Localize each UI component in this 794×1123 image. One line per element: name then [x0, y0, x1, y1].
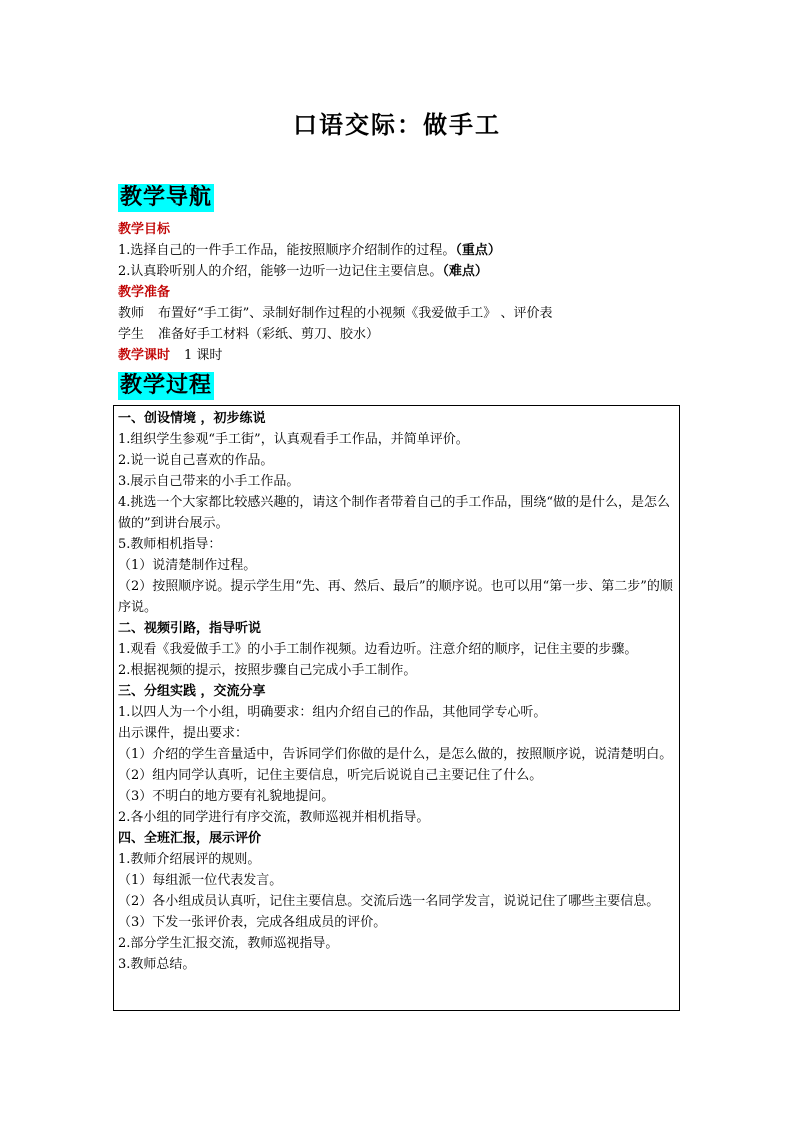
process-row: 4.挑选一个大家都比较感兴趣的，请这个制作者带着自己的手工作品，围绕“做的是什么，是怎么做的”到讲台展示。 — [118, 495, 671, 531]
goal-2 — [118, 261, 678, 282]
process-row: 1.观看《我爱做手工》的小手工制作视频。边看边听。注意介绍的顺序，记住主要的步骤。 — [118, 642, 638, 657]
process-row: 2.部分学生汇报交流，教师巡视指导。 — [118, 936, 339, 951]
process-row: 1.教师介绍展评的规则。 — [118, 852, 261, 867]
student-prep — [118, 324, 678, 345]
process-row: 2.根据视频的提示，按照步骤自己完成小手工制作。 — [118, 663, 417, 678]
section-heading-process: 教学过程 — [120, 373, 213, 398]
process-row: 出示课件，提出要求： — [118, 726, 249, 741]
teaching-process-box — [113, 405, 680, 1011]
hours-text: 1 课时 — [184, 348, 223, 363]
goals-label: 教学目标 — [118, 222, 171, 237]
process-row: 1.组织学生参观“手工街”，认真观看手工作品，并简单评价。 — [118, 432, 469, 447]
goal-1-text: 1.选择自己的一件手工作品，能按照顺序介绍制作的过程。 — [118, 243, 456, 258]
process-row: 一、创设情境 ，初步练说 — [118, 411, 266, 426]
process-row: （3）不明白的地方要有礼貌地提问。 — [118, 789, 335, 804]
goal-1-tag: （重点） — [455, 243, 501, 258]
teacher-prep-text: 布置好“手工街”、录制好制作过程的小视频《我爱做手工》 、评价表 — [158, 306, 553, 321]
teacher-label: 教师 — [118, 306, 145, 321]
process-row: 1.以四人为一个小组，明确要求：组内介绍自己的作品，其他同学专心听。 — [118, 705, 547, 720]
prep-label-line — [118, 282, 678, 303]
process-row: （1）每组派一位代表发言。 — [118, 873, 283, 888]
process-row: （1）介绍的学生音量适中，告诉同学们你做的是什么，是怎么做的，按照顺序说，说清楚明白。 — [118, 747, 673, 762]
process-row: （2）按照顺序说。提示学生用“先、再、然后、最后”的顺序说。也可以用“第一步、第二步”的顺序说。 — [118, 579, 673, 615]
section-heading-nav: 教学导航 — [120, 185, 213, 210]
goals-label-line — [118, 219, 678, 240]
goal-2-tag: （难点） — [442, 264, 488, 279]
student-label: 学生 — [118, 327, 145, 342]
process-row: （2）组内同学认真听，记住主要信息，听完后说说自己主要记住了什么。 — [118, 768, 543, 783]
process-row: 2.说一说自己喜欢的作品。 — [118, 453, 274, 468]
hours-line — [118, 345, 678, 366]
teaching-navigation — [118, 219, 678, 366]
goal-1 — [118, 240, 678, 261]
page-title: 口语交际：做手工 — [293, 111, 501, 139]
goal-2-text: 2.认真聆听别人的介绍，能够一边听一边记住主要信息。 — [118, 264, 443, 279]
process-row: （2）各小组成员认真听，记住主要信息。交流后选一名同学发言，说说记住了哪些主要信息。 — [118, 894, 660, 909]
process-row: 3.教师总结。 — [118, 957, 196, 972]
hours-label: 教学课时 — [118, 348, 171, 363]
process-row: 3.展示自己带来的小手工作品。 — [118, 474, 300, 489]
process-row: 2.各小组的同学进行有序交流，教师巡视并相机指导。 — [118, 810, 430, 825]
process-row: 5.教师相机指导： — [118, 537, 222, 552]
process-row: 四、全班汇报，展示评价 — [118, 831, 262, 846]
prep-label: 教学准备 — [118, 285, 171, 300]
process-row: （3）下发一张评价表，完成各组成员的评价。 — [118, 915, 387, 930]
teacher-prep — [118, 303, 678, 324]
student-prep-text: 准备好手工材料（彩纸、剪刀、胶水） — [158, 327, 380, 342]
process-row: 二、视频引路，指导听说 — [118, 621, 262, 636]
process-row: 三、分组实践 ，交流分享 — [118, 684, 266, 699]
process-row: （1）说清楚制作过程。 — [118, 558, 257, 573]
